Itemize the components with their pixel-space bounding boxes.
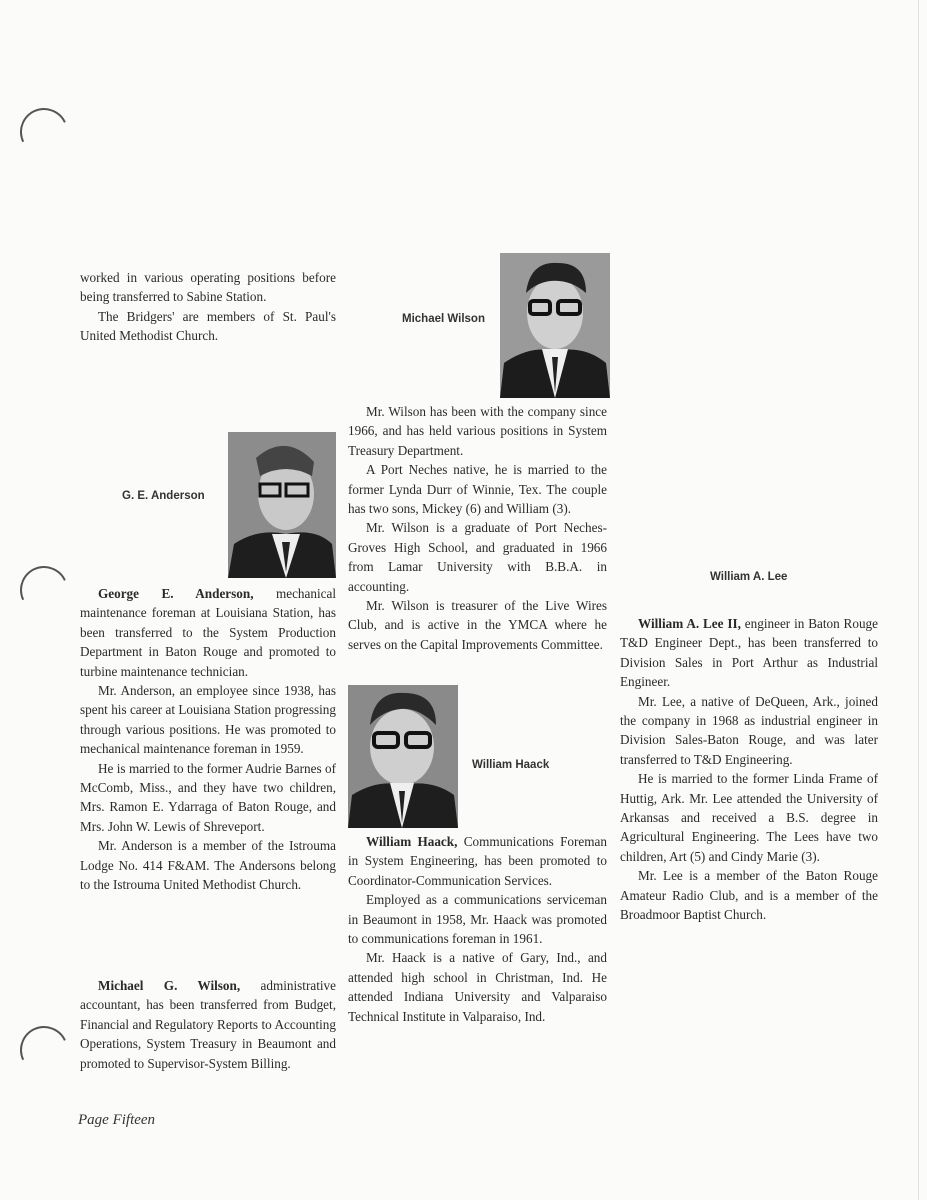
paragraph: Mr. Anderson is a member of the Istrouma Lodge No. 414 F&AM. The Andersons belong to the Istrouma United Methodist Church. [80, 838, 336, 893]
paragraph: worked in various operating positions before being transferred to Sabine Station. [80, 270, 336, 305]
article-michael-wilson-continued [348, 402, 607, 654]
article-lead-name: Michael G. Wilson, [98, 978, 241, 993]
portrait-photo-wilson [500, 253, 610, 398]
article-anderson [80, 584, 336, 895]
article-lee [620, 614, 878, 925]
article-lead-name: George E. Anderson, [98, 586, 254, 601]
article-haack [348, 832, 607, 1026]
column-1-top-text [80, 268, 336, 346]
portrait-icon [500, 253, 610, 398]
caption-wilson: Michael Wilson [402, 313, 485, 325]
paragraph: Mr. Anderson, an employee since 1938, has spent his career at Louisiana Station progressing through various positions. He was promoted to mechanical maintenance foreman in 1959. [80, 683, 336, 757]
paragraph: administrative accountant, has been transferred from Budget, Financial and Regulatory Reports to Accounting Operations, System Treasury in Beaumont and promoted to Supervisor-System Billing. [80, 978, 336, 1071]
article-lead-name: William A. Lee II, [638, 616, 741, 631]
paragraph: Mr. Haack is a native of Gary, Ind., and attended high school in Christman, Ind. He attended Indiana University and Valparaiso Technical Institute in Valparaiso, Ind. [348, 950, 607, 1024]
paragraph: Mr. Lee is a member of the Baton Rouge Amateur Radio Club, and is a member of the Broadmoor Baptist Church. [620, 868, 878, 923]
caption-lee: William A. Lee [710, 571, 788, 583]
portrait-photo-anderson [228, 432, 336, 578]
paragraph: He is married to the former Linda Frame of Huttig, Ark. Mr. Lee attended the University of Arkansas and received a B.S. degree in Agricultural Engineering. The Lees have two children, Art (5) and Cindy Marie (3). [620, 771, 878, 864]
paragraph: Mr. Wilson is treasurer of the Live Wires Club, and is active in the YMCA where he serves on the Capital Improvements Committee. [348, 598, 607, 652]
portrait-photo-haack [348, 685, 458, 828]
paragraph: The Bridgers' are members of St. Paul's United Methodist Church. [80, 308, 336, 344]
paragraph: A Port Neches native, he is married to the former Lynda Durr of Winnie, Tex. The couple has two sons, Mickey (6) and William (3). [348, 462, 607, 517]
page-edge [918, 0, 919, 1200]
page-number-footer: Page Fifteen [78, 1112, 156, 1128]
caption-anderson: G. E. Anderson [122, 490, 205, 502]
binder-hole [13, 559, 75, 621]
paragraph: Employed as a communications serviceman in Beaumont in 1958, Mr. Haack was promoted to communications foreman in 1961. [348, 892, 607, 947]
portrait-icon [228, 432, 336, 578]
paragraph: mechanical maintenance foreman at Louisiana Station, has been transferred to the System Production Department in Baton Rouge and promoted to turbine maintenance technician. [80, 586, 336, 679]
paragraph: He is married to the former Audrie Barnes of McComb, Miss., and they have two children, Mrs. Ramon E. Ydarraga of Baton Rouge, and Mrs. John W. Lewis of Shreveport. [80, 760, 336, 834]
paragraph: Mr. Lee, a native of DeQueen, Ark., joined the company in 1968 as industrial engineer in Division Sales-Baton Rouge, and was later transferred to T&D Engineering. [620, 693, 878, 767]
binder-hole [13, 1019, 75, 1081]
caption-haack: William Haack [472, 759, 550, 771]
paragraph: Mr. Wilson has been with the company since 1966, and has held various positions in System Treasury Department. [348, 404, 607, 458]
paragraph: Mr. Wilson is a graduate of Port Neches-Groves High School, and graduated in 1966 from Lamar University with B.B.A. in accounting. [348, 520, 607, 594]
article-michael-wilson-lead [80, 976, 336, 1073]
article-lead-name: William Haack, [366, 834, 458, 849]
paragraph: Communications Foreman in System Engineering, has been promoted to Coordinator-Communication Services. [348, 834, 607, 888]
portrait-icon [348, 685, 458, 828]
binder-hole [13, 101, 75, 163]
paragraph: engineer in Baton Rouge T&D Engineer Dept., has been transferred to Division Sales in Port Arthur as Industrial Engineer. [620, 616, 878, 690]
